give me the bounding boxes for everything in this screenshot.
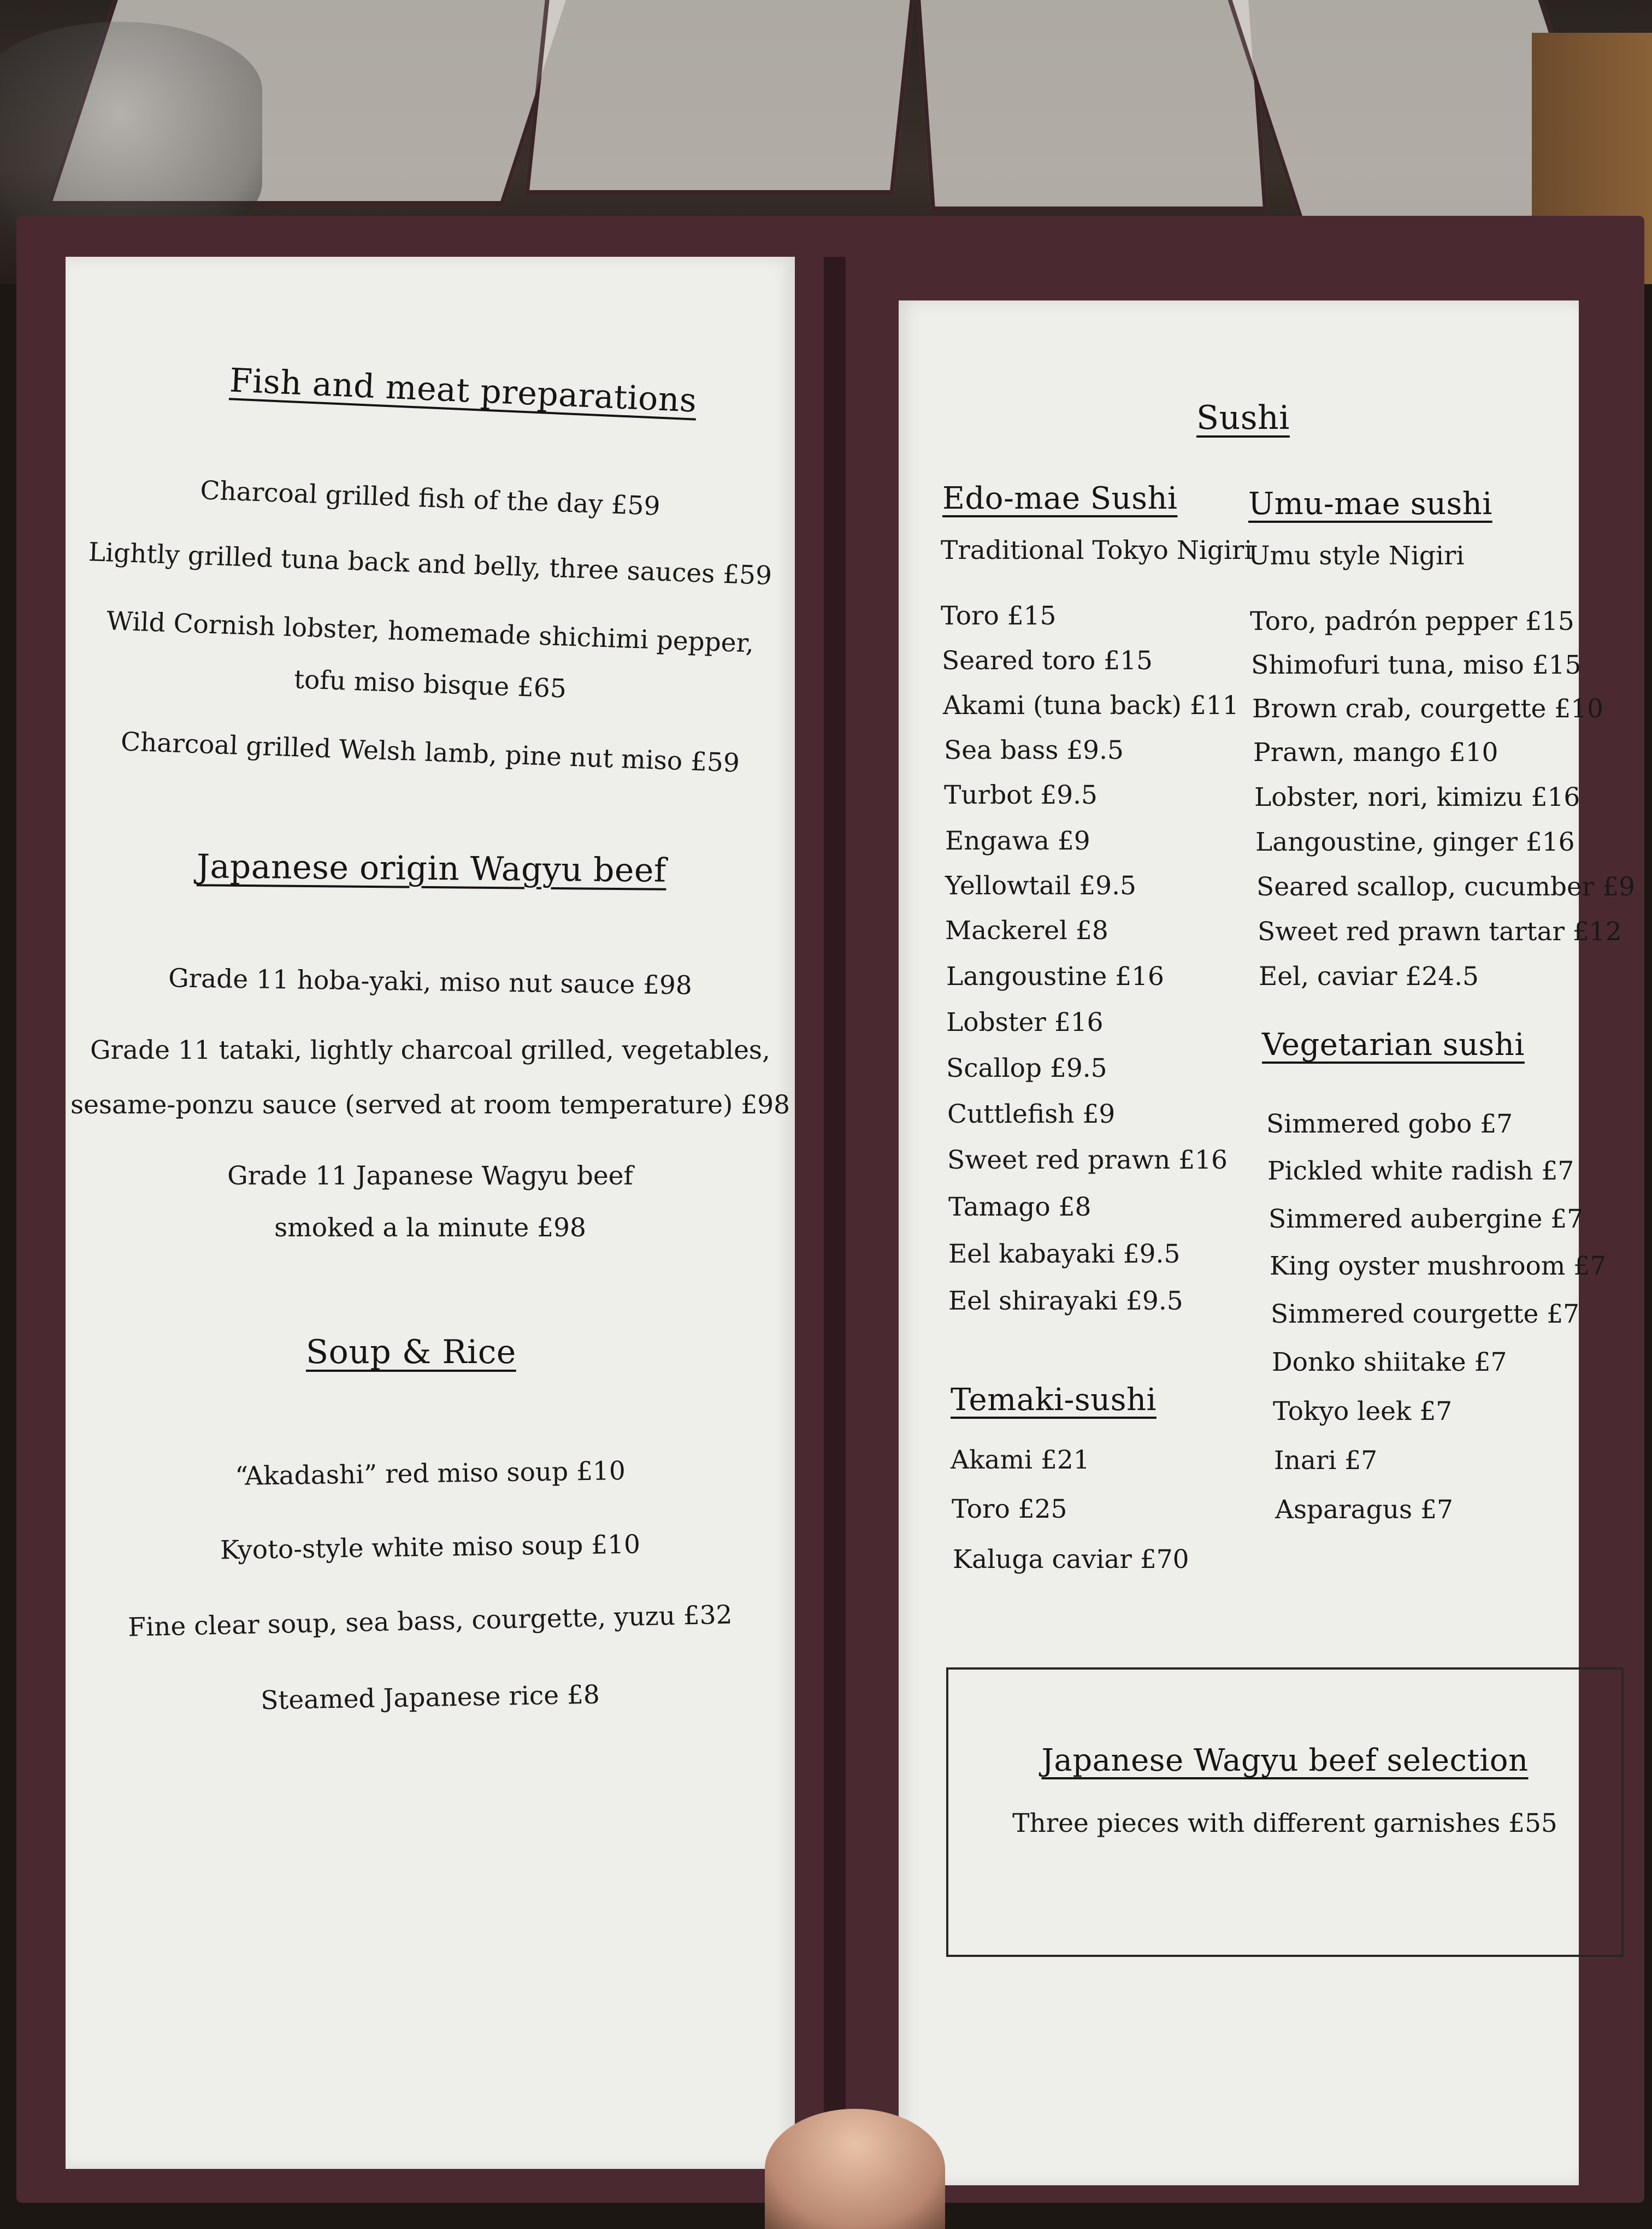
vegetarian-item: Pickled white radish £7 — [1267, 1156, 1574, 1186]
edomae-heading: Edo-mae Sushi — [942, 481, 1178, 516]
edomae-item: Sweet red prawn £16 — [947, 1145, 1228, 1175]
edomae-item: Yellowtail £9.5 — [945, 871, 1136, 901]
umumae-item: Langoustine, ginger £16 — [1255, 827, 1575, 857]
temaki-item: Toro £25 — [952, 1494, 1067, 1524]
edomae-item: Sea bass £9.5 — [944, 735, 1124, 765]
vegetarian-item: Tokyo leek £7 — [1273, 1396, 1453, 1426]
sushi-title: Sushi — [1196, 399, 1290, 437]
wagyu-item: Grade 11 tataki, lightly charcoal grilled, vegetables, — [90, 1035, 770, 1065]
fish-meat-item: Charcoal grilled Welsh lamb, pine nut miso £59 — [120, 727, 740, 779]
fish-meat-item: Wild Cornish lobster, homemade shichimi pepper, — [106, 606, 754, 659]
soup-rice-item: “Akadashi” red miso soup £10 — [234, 1456, 626, 1491]
wagyu-item: sesame-ponzu sauce (served at room temperature) £98 — [70, 1090, 790, 1120]
edomae-item: Langoustine £16 — [946, 962, 1164, 992]
umumae-item: Toro, padrón pepper £15 — [1250, 606, 1574, 636]
edomae-item: Cuttlefish £9 — [947, 1099, 1116, 1129]
wagyu-selection-heading: Japanese Wagyu beef selection — [1041, 1743, 1529, 1778]
wagyu-item: Grade 11 hoba-yaki, miso nut sauce £98 — [168, 963, 693, 1001]
umumae-heading: Umu-mae sushi — [1248, 486, 1492, 522]
edomae-item: Engawa £9 — [945, 826, 1090, 856]
vegetarian-item: Simmered aubergine £7 — [1268, 1204, 1584, 1234]
fish-meat-item: Lightly grilled tuna back and belly, three sauces £59 — [88, 537, 772, 591]
edomae-subtitle: Traditional Tokyo Nigiri — [941, 535, 1253, 565]
umumae-item: Shimofuri tuna, miso £15 — [1251, 650, 1582, 680]
wagyu-item: smoked a la minute £98 — [274, 1213, 586, 1243]
wagyu-item: Grade 11 Japanese Wagyu beef — [227, 1161, 633, 1191]
temaki-item: Akami £21 — [951, 1445, 1090, 1475]
soup-rice-item: Steamed Japanese rice £8 — [260, 1679, 600, 1716]
fish-meat-item: Charcoal grilled fish of the day £59 — [199, 475, 661, 522]
edomae-item: Tamago £8 — [948, 1192, 1092, 1222]
fish-meat-heading: Fish and meat preparations — [228, 361, 698, 420]
vegetarian-item: Simmered courgette £7 — [1271, 1299, 1580, 1329]
edomae-item: Scallop £9.5 — [946, 1053, 1107, 1083]
wagyu-selection-text: Three pieces with different garnishes £55 — [1012, 1808, 1557, 1838]
umumae-item: Prawn, mango £10 — [1253, 738, 1498, 768]
vegetarian-item: Simmered gobo £7 — [1266, 1109, 1513, 1139]
edomae-item: Eel kabayaki £9.5 — [948, 1239, 1181, 1269]
soup-rice-item: Fine clear soup, sea bass, courgette, yuzu £32 — [127, 1600, 733, 1643]
umumae-item: Brown crab, courgette £10 — [1252, 694, 1604, 724]
edomae-item: Seared toro £15 — [942, 646, 1153, 676]
edomae-item: Turbot £9.5 — [944, 780, 1098, 810]
umumae-item: Seared scallop, cucumber £9 — [1256, 872, 1635, 902]
umumae-item: Lobster, nori, kimizu £16 — [1254, 782, 1580, 812]
background-menu-3 — [916, 0, 1267, 211]
vegetarian-item: Asparagus £7 — [1275, 1495, 1453, 1525]
umumae-item: Sweet red prawn tartar £12 — [1258, 917, 1622, 947]
soup-rice-item: Kyoto-style white miso soup £10 — [220, 1529, 641, 1566]
edomae-item: Eel shirayaki £9.5 — [948, 1286, 1183, 1316]
umumae-item: Eel, caviar £24.5 — [1259, 962, 1479, 992]
edomae-item: Mackerel £8 — [945, 916, 1108, 946]
edomae-item: Lobster £16 — [946, 1007, 1104, 1037]
vegetarian-item: Inari £7 — [1274, 1446, 1378, 1476]
vegetarian-item: Donko shiitake £7 — [1272, 1347, 1507, 1377]
background-menu-2 — [524, 0, 916, 194]
soup-rice-heading: Soup & Rice — [306, 1333, 516, 1371]
temaki-item: Kaluga caviar £70 — [953, 1544, 1189, 1575]
thumb — [765, 2109, 945, 2229]
wagyu-heading: Japanese origin Wagyu beef — [196, 847, 667, 890]
edomae-item: Akami (tuna back) £11 — [943, 691, 1239, 721]
umumae-subtitle: Umu style Nigiri — [1248, 541, 1465, 571]
vegetarian-heading: Vegetarian sushi — [1262, 1027, 1525, 1063]
fish-meat-item: tofu miso bisque £65 — [293, 664, 567, 704]
temaki-heading: Temaki-sushi — [951, 1382, 1157, 1418]
menu-spine — [824, 257, 846, 2203]
vegetarian-item: King oyster mushroom £7 — [1270, 1251, 1607, 1281]
edomae-item: Toro £15 — [941, 601, 1057, 631]
